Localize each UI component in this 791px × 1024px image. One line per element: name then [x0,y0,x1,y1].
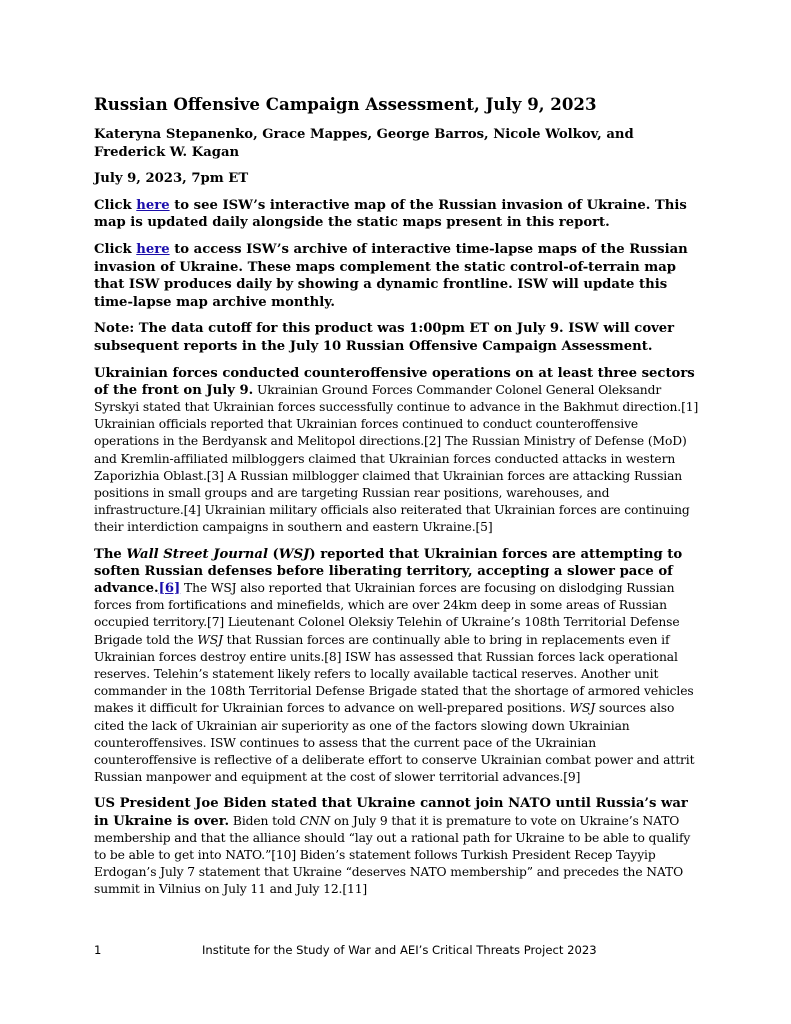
paragraph-lead: The Wall Street Journal (WSJ) reported that Ukrainian forces are attempting to soften Russian defenses before liberating territory, accepting a slower pace of advance.[6] [94,546,683,596]
intro-interactive-map: Click here to see ISW’s interactive map of the Russian invasion of Ukraine. This map is updated daily alongside the static maps present in this report. [94,197,687,231]
paragraph-lead: US President Joe Biden stated that Ukraine cannot join NATO until Russia’s war in Ukraine is over. [94,796,688,829]
footer-organization: Institute for the Study of War and AEI’s Critical Threats Project 2023 [202,943,597,957]
document-page [94,93,700,908]
interactive-map-link[interactable]: here [136,197,170,213]
paragraph-wsj [94,546,700,787]
paragraph-nato [94,795,700,898]
paragraph-lead: Ukrainian forces conducted counteroffensive operations on at least three sectors of the front on July 9. [94,365,695,398]
data-cutoff-note: Note: The data cutoff for this product was 1:00pm ET on July 9. ISW will cover subsequent reports in the July 10 Russian Offensive Campaign Assessment. [94,321,675,354]
paragraph-counteroffensive [94,365,700,537]
timelapse-archive-link[interactable]: here [136,241,170,257]
authors: Kateryna Stepanenko, Grace Mappes, George Barros, Nicole Wolkov, and Frederick W. Kagan [94,127,634,160]
intro-timelapse-archive: Click here to access ISW’s archive of interactive time-lapse maps of the Russian invasion of Ukraine. These maps complement the static control-of-terrain map that ISW produces daily by showing a dynamic frontline. ISW will update this time-lapse map archive monthly. [94,241,688,310]
report-date: July 9, 2023, 7pm ET [94,171,249,187]
footnote-link-6[interactable]: [6] [158,580,181,596]
paragraph-body: Ukrainian Ground Forces Commander Colonel General Oleksandr Syrskyi stated that Ukrainian forces successfully continue to advance in the Bakhmut direction.[1] Ukrainian officials reported that Ukrainian forces continued to conduct counteroffensive operations in the Berdyansk and Melitopol directions.[2] The Russian Ministry of Defense (MoD) and Kremlin-affiliated milbloggers claimed that Ukrainian forces conducted attacks in western Zaporizhia Oblast.[3] A Russian milblogger claimed that Ukrainian forces are attacking Russian positions in small groups and are targeting Russian rear positions, warehouses, and infrastructure.[4] Ukrainian military officials also reiterated that Ukrainian forces are continuing their interdiction campaigns in southern and eastern Ukraine.[5] [94,382,699,535]
paragraph-body: The WSJ also reported that Ukrainian forces are focusing on dislodging Russian forces from fortifications and minefields, which are over 24km deep in some areas of Russian occupied territory.[7] Lieutenant Colonel Oleksiy Telehin of Ukraine’s 108th Territorial Defense Brigade told the WSJ that Russian forces are continually able to bring in replacements even if Ukrainian forces destroy entire units.[8] ISW has assessed that Russian forces lack operational reserves. Telehin’s statement likely refers to locally available tactical reserves. Another unit commander in the 108th Territorial Defense Brigade stated that the shortage of armored vehicles makes it difficult for Ukrainian forces to advance on well-prepared positions. WSJ sources also cited the lack of Ukrainian air superiority as one of the factors slowing down Ukrainian counteroffensives. ISW continues to assess that the current pace of the Ukrainian counteroffensive is reflective of a deliberate effort to conserve Ukrainian combat power and attrit Russian manpower and equipment at the cost of slower territorial advances.[9] [94,580,695,785]
page-title: Russian Offensive Campaign Assessment, July 9, 2023 [94,94,597,114]
paragraph-body: Biden told CNN on July 9 that it is premature to vote on Ukraine’s NATO membership and that the alliance should “lay out a rational path for Ukraine to be able to qualify to be able to get into NATO.”[10] Biden’s statement follows Turkish President Recep Tayyip Erdogan’s July 7 statement that Ukraine “deserves NATO membership” and precedes the NATO summit in Vilnius on July 11 and July 12.[11] [94,813,691,897]
page-number: 1 [94,943,102,957]
